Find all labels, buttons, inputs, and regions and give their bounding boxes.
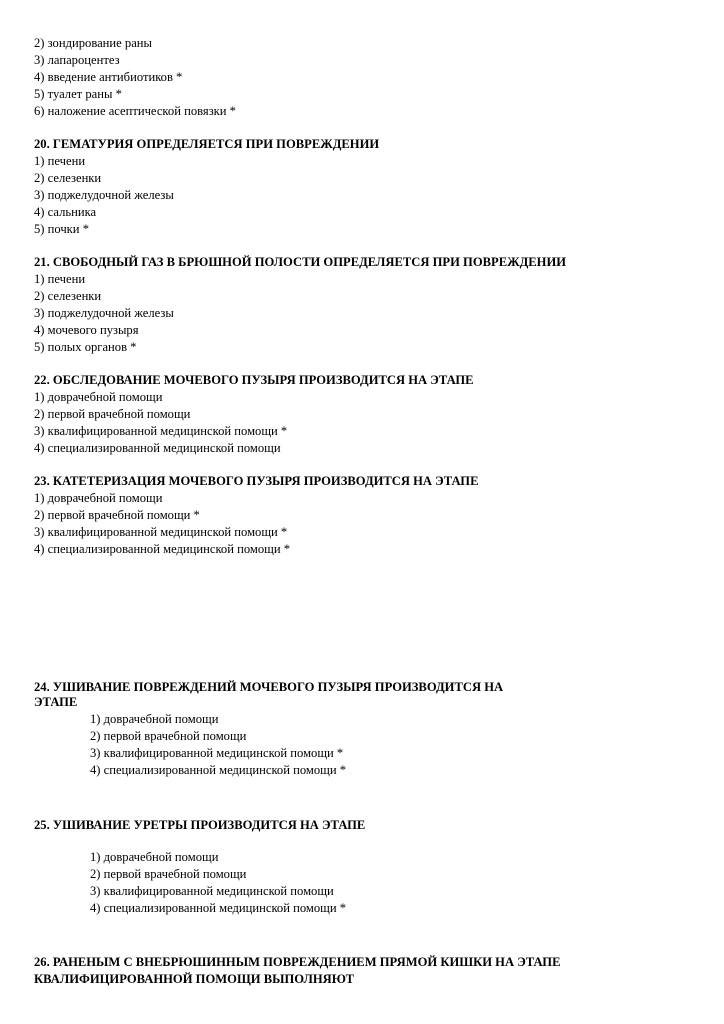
question-24-title-cont: ЭТАПЕ bbox=[34, 695, 78, 709]
option-line: 4) сальника bbox=[34, 205, 97, 219]
option-line: 3) квалифицированной медицинской помощи * bbox=[90, 746, 344, 760]
question-26-title-cont: КВАЛИФИЦИРОВАННОЙ ПОМОЩИ ВЫПОЛНЯЮТ bbox=[34, 972, 354, 986]
option-line: 2) селезенки bbox=[34, 171, 102, 185]
option-line: 2) первой врачебной помощи bbox=[90, 867, 247, 881]
option-line: 3) квалифицированной медицинской помощи * bbox=[34, 525, 288, 539]
option-line: 1) печени bbox=[34, 272, 86, 286]
option-line: 4) специализированной медицинской помощи * bbox=[90, 901, 347, 915]
option-line: 1) доврачебной помощи bbox=[90, 712, 219, 726]
option-line: 1) доврачебной помощи bbox=[90, 850, 219, 864]
option-line: 1) печени bbox=[34, 154, 86, 168]
option-line: 3) поджелудочной железы bbox=[34, 188, 174, 202]
option-line: 2) первой врачебной помощи bbox=[90, 729, 247, 743]
question-22-title: 22. ОБСЛЕДОВАНИЕ МОЧЕВОГО ПУЗЫРЯ ПРОИЗВОДИТСЯ НА ЭТАПЕ bbox=[34, 373, 474, 387]
option-line: 6) наложение асептической повязки * bbox=[34, 104, 236, 118]
option-line: 4) специализированной медицинской помощи * bbox=[34, 542, 291, 556]
question-26-title: 26. РАНЕНЫМ С ВНЕБРЮШИННЫМ ПОВРЕЖДЕНИЕМ ПРЯМОЙ КИШКИ НА ЭТАПЕ bbox=[34, 955, 561, 969]
option-line: 2) первой врачебной помощи bbox=[34, 407, 191, 421]
option-line: 5) почки * bbox=[34, 222, 89, 236]
question-21-title: 21. СВОБОДНЫЙ ГАЗ В БРЮШНОЙ ПОЛОСТИ ОПРЕДЕЛЯЕТСЯ ПРИ ПОВРЕЖДЕНИИ bbox=[34, 255, 567, 269]
option-line: 3) квалифицированной медицинской помощи bbox=[90, 884, 334, 898]
option-line: 3) лапароцентез bbox=[34, 53, 120, 67]
option-line: 1) доврачебной помощи bbox=[34, 491, 163, 505]
option-line: 2) зондирование раны bbox=[34, 36, 152, 50]
option-line: 4) введение антибиотиков * bbox=[34, 70, 183, 84]
option-line: 5) туалет раны * bbox=[34, 87, 122, 101]
option-line: 3) квалифицированной медицинской помощи * bbox=[34, 424, 288, 438]
option-line: 4) специализированной медицинской помощи bbox=[34, 441, 281, 455]
question-20-title: 20. ГЕМАТУРИЯ ОПРЕДЕЛЯЕТСЯ ПРИ ПОВРЕЖДЕНИИ bbox=[34, 137, 380, 151]
option-line: 2) первой врачебной помощи * bbox=[34, 508, 200, 522]
question-25-title: 25. УШИВАНИЕ УРЕТРЫ ПРОИЗВОДИТСЯ НА ЭТАПЕ bbox=[34, 818, 366, 832]
option-line: 4) специализированной медицинской помощи * bbox=[90, 763, 347, 777]
option-line: 4) мочевого пузыря bbox=[34, 323, 139, 337]
option-line: 2) селезенки bbox=[34, 289, 102, 303]
question-24-title: 24. УШИВАНИЕ ПОВРЕЖДЕНИЙ МОЧЕВОГО ПУЗЫРЯ ПРОИЗВОДИТСЯ НА bbox=[34, 680, 504, 694]
option-line: 5) полых органов * bbox=[34, 340, 137, 354]
option-line: 3) поджелудочной железы bbox=[34, 306, 174, 320]
question-23-title: 23. КАТЕТЕРИЗАЦИЯ МОЧЕВОГО ПУЗЫРЯ ПРОИЗВОДИТСЯ НА ЭТАПЕ bbox=[34, 474, 479, 488]
option-line: 1) доврачебной помощи bbox=[34, 390, 163, 404]
